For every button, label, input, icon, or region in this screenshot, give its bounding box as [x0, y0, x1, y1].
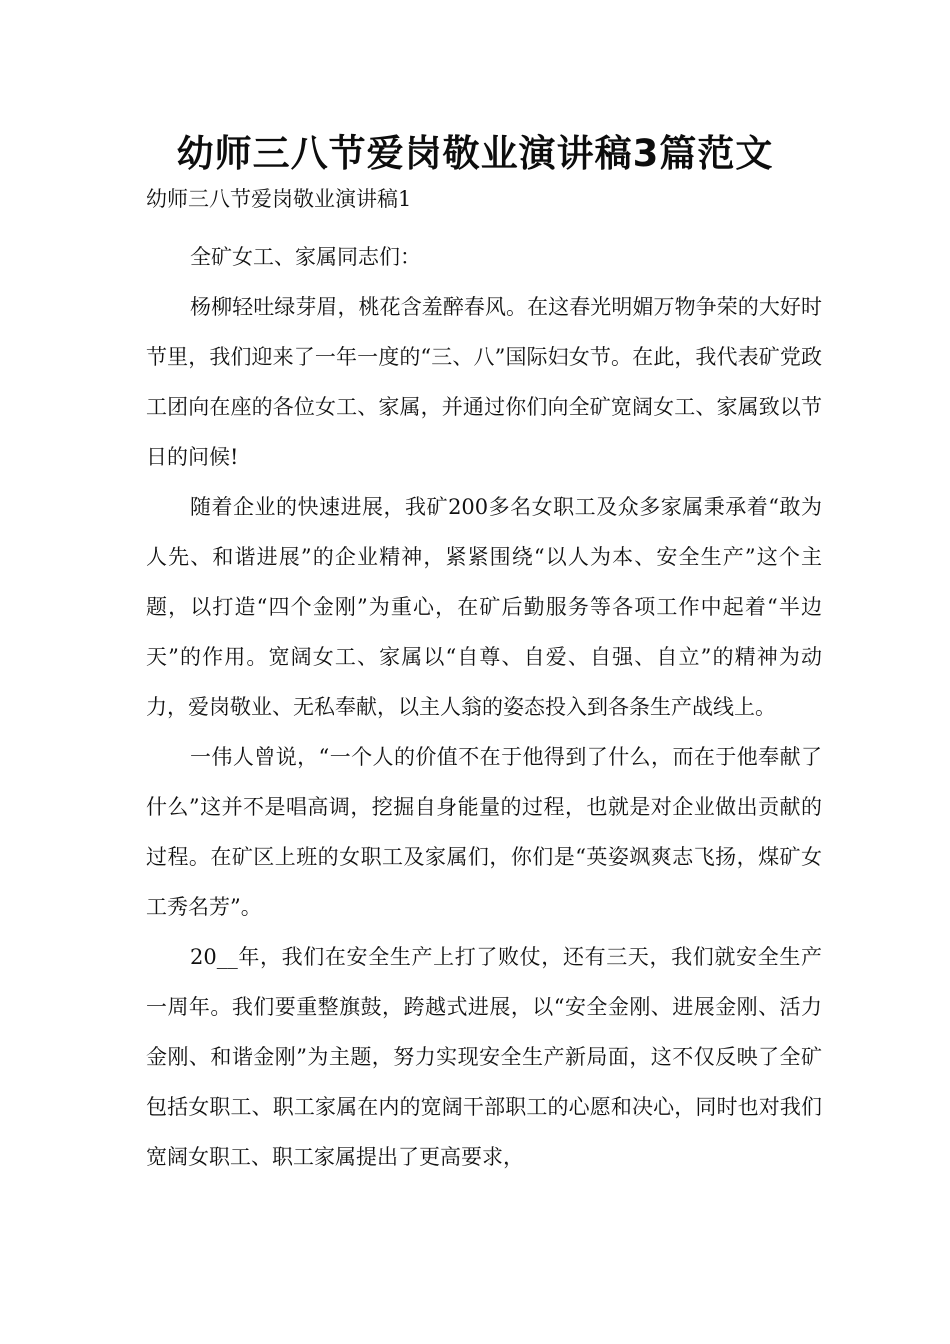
- section-heading: 幼师三八节爱岗敬业演讲稿1: [146, 187, 412, 211]
- paragraph-3: 一伟人曾说，“一个人的价值不在于他得到了什么，而在于他奉献了什么”这并不是唱高调，挖掘自身能量的过程，也就是对企业做出贡献的过程。在矿区上班的女职工及家属们，你们是“英姿飒爽志飞扬，煤矿女工秀名芳”。: [146, 745, 822, 919]
- document-title: 幼师三八节爱岗敬业演讲稿3篇范文: [176, 132, 774, 175]
- paragraph-4: 20__年，我们在安全生产上打了败仗，还有三天，我们就安全生产一周年。我们要重整旗鼓，跨越式进展，以“安全金刚、进展金刚、活力金刚、和谐金刚”为主题，努力实现安全生产新局面，这不仅反映了全矿包括女职工、职工家属在内的宽阔干部职工的心愿和决心，同时也对我们宽阔女职工、职工家属提出了更高要求，: [146, 945, 822, 1169]
- document-body: [146, 232, 822, 1182]
- paragraph-2: 随着企业的快速进展，我矿200多名女职工及众多家属秉承着“敢为人先、和谐进展”的企业精神，紧紧围绕“以人为本、安全生产”这个主题，以打造“四个金刚”为重心，在矿后勤服务等各项工作中起着“半边天”的作用。宽阔女工、家属以“自尊、自爱、自强、自立”的精神为动力，爱岗敬业、无私奉献，以主人翁的姿态投入到各条生产战线上。: [146, 495, 822, 719]
- paragraph-1: 杨柳轻吐绿芽眉，桃花含羞醉春风。在这春光明媚万物争荣的大好时节里，我们迎来了一年一度的“三、八”国际妇女节。在此，我代表矿党政工团向在座的各位女工、家属，并通过你们向全矿宽阔女工、家属致以节日的问候!: [146, 295, 822, 469]
- paragraph-greeting: 全矿女工、家属同志们：: [190, 245, 421, 269]
